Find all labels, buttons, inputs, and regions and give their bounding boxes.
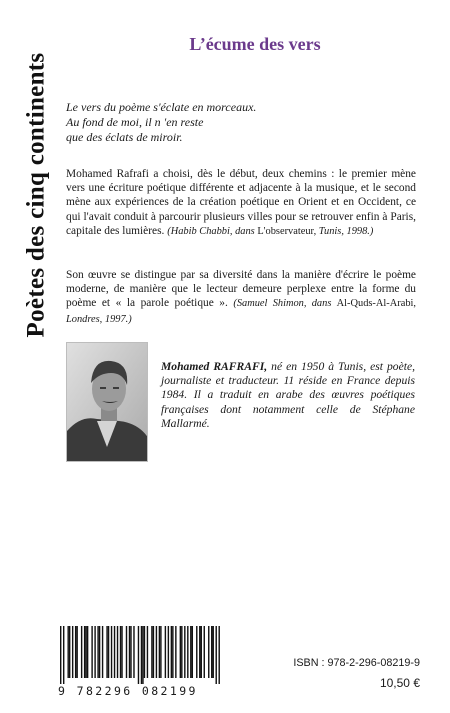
author-bio <box>161 360 415 431</box>
review-citation <box>167 226 373 237</box>
review-paragraph-1 <box>66 167 416 239</box>
citation-place-date: Londres, 1997.) <box>66 313 132 325</box>
price: 10,50 € <box>379 676 420 690</box>
review-text: Son œuvre se distingue par sa diversité dans la manière d'écrire le poème moderne, de manière que le lecteur demeure perplexe entre la forme du poème et « la parole poétique ». <box>66 269 416 310</box>
barcode <box>60 626 220 692</box>
epigraph <box>66 100 366 145</box>
author-bio-text: né en 1950 à Tunis, est poète, journaliste et traducteur. 11 réside en France depuis 1984. Il a traduit en arabe des œuvres poétiques françaises dont notamment celle de Stéphane Mallarmé. <box>161 360 415 430</box>
book-title: L’écume des vers <box>189 34 321 54</box>
epigraph-line: que des éclats de miroir. <box>66 130 183 144</box>
barcode-digits: 9 782296 082199 <box>58 684 198 698</box>
series-title-text: Poètes des cinq continents <box>22 52 49 338</box>
epigraph-line: Le vers du poème s'éclate en morceaux. <box>66 100 257 114</box>
author-portrait-image <box>67 343 148 462</box>
citation-source: (Samuel Shimon, dans <box>233 298 332 310</box>
review-paragraph-2 <box>66 268 416 327</box>
citation-publication: L'observateur, <box>257 225 317 237</box>
author-photo <box>66 342 148 462</box>
barcode-bars <box>60 626 220 684</box>
citation-source: (Habib Chabbi, dans <box>167 225 255 237</box>
series-title <box>18 30 54 360</box>
citation-place-date: Tunis, 1998.) <box>318 225 374 237</box>
review-text: Mohamed Rafrafi a choisi, dès le début, deux chemins : le premier mène vers une écriture poétique différente et adjacente à la musique, et le second mène aux expériences de la création poétique en Orient et en Occident, ce qui l'avait conduit à parcourir plusieurs villes pour se retrouver enfin à Paris, capitale des lumières. <box>66 168 416 237</box>
isbn: ISBN : 978-2-296-08219-9 <box>293 657 420 669</box>
author-name: Mohamed RAFRAFI, <box>161 360 268 373</box>
citation-publication: Al-Quds-Al-Arabi, <box>336 298 416 310</box>
epigraph-line: Au fond de moi, il n 'en reste <box>66 115 204 129</box>
